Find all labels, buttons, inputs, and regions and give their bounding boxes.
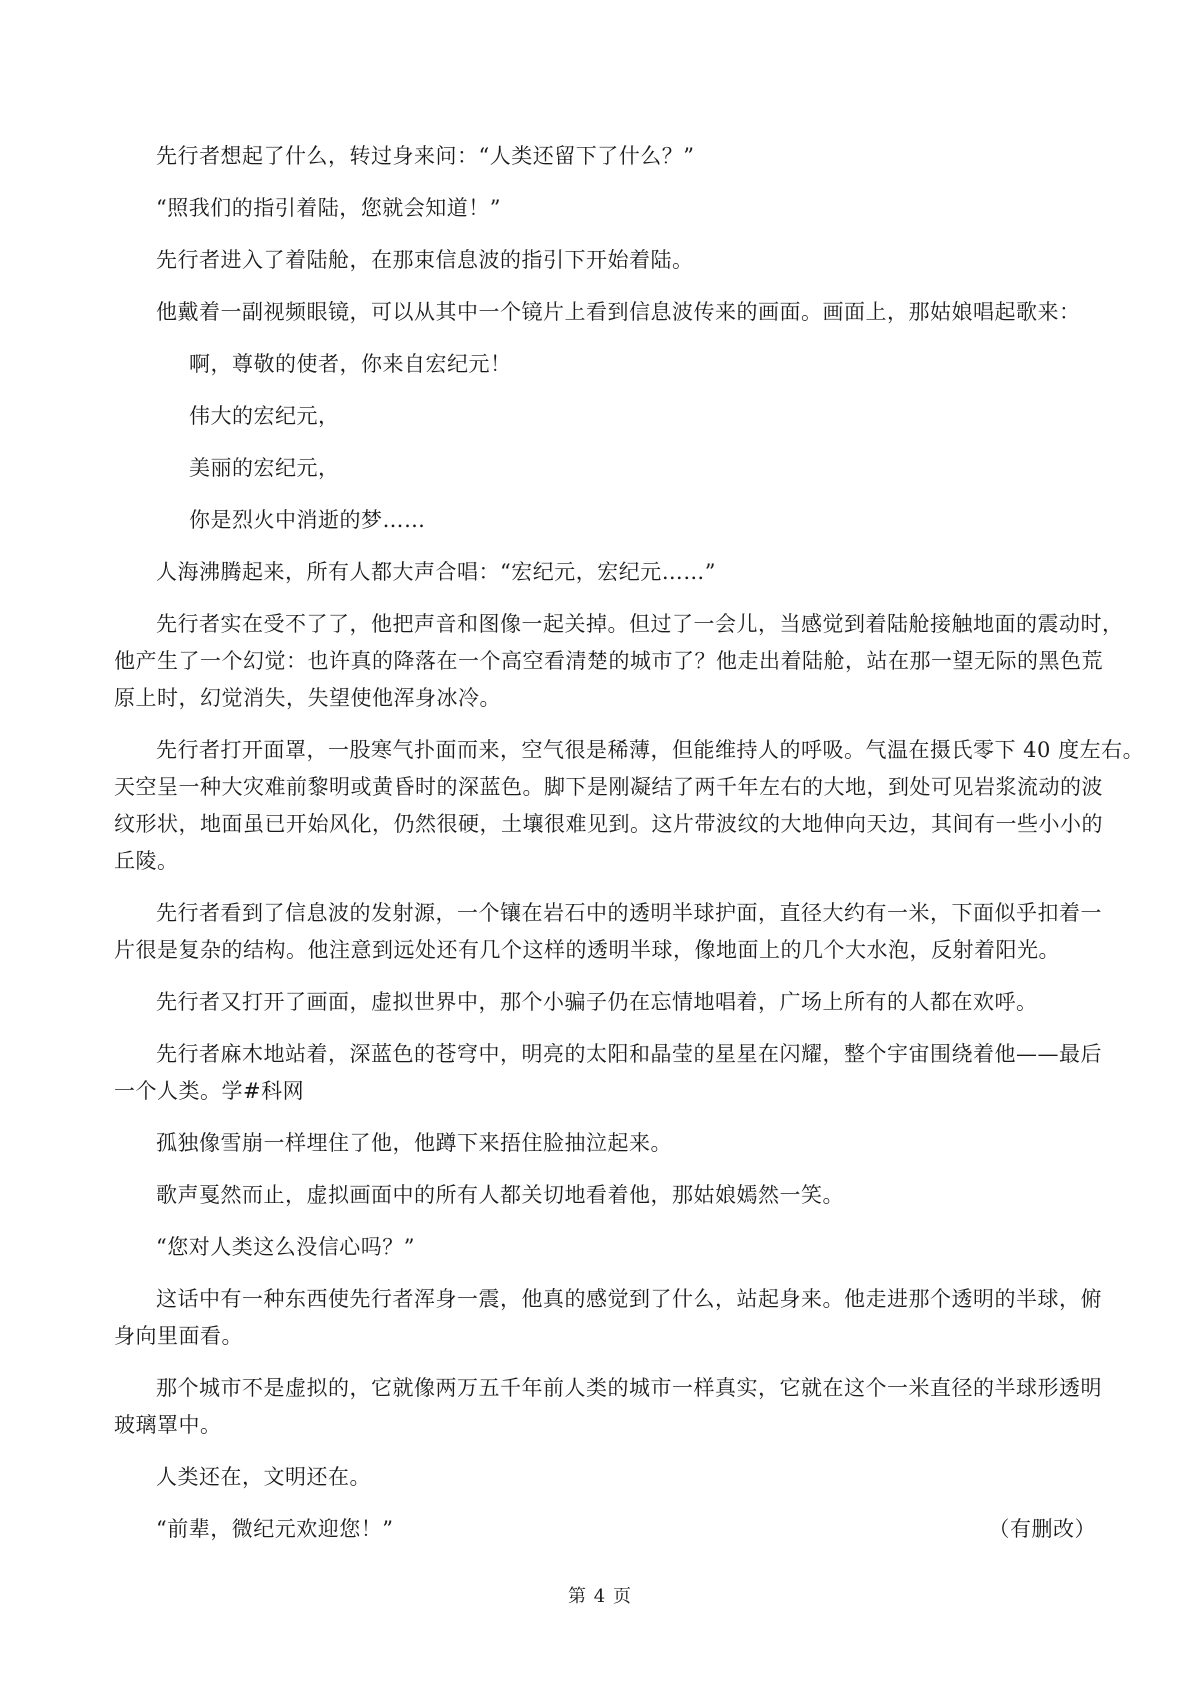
paragraph — [114, 732, 1145, 880]
paragraph-line: 天空呈一种大灾难前黎明或黄昏时的深蓝色。脚下是刚凝结了两千年左右的大地，到处可见岩浆流动的波 — [114, 775, 1103, 799]
paragraph: 人海沸腾起来，所有人都大声合唱：“宏纪元，宏纪元……” — [156, 560, 716, 584]
verse-line: 美丽的宏纪元， — [189, 456, 340, 480]
paragraph-line: 那个城市不是虚拟的，它就像两万五千年前人类的城市一样真实，它就在这个一米直径的半球形透明 — [156, 1376, 1102, 1400]
paragraph: 人类还在，文明还在。 — [156, 1465, 371, 1489]
paragraph: 他戴着一副视频眼镜，可以从其中一个镜片上看到信息波传来的画面。画面上，那姑娘唱起歌来： — [156, 300, 1081, 324]
paragraph-line: 身向里面看。 — [114, 1324, 243, 1348]
paragraph — [114, 1036, 1102, 1110]
paragraph-line: 先行者麻木地站着，深蓝色的苍穹中，明亮的太阳和晶莹的星星在闪耀，整个宇宙围绕着他——最后 — [156, 1042, 1102, 1066]
closing-line — [114, 1511, 1096, 1548]
verse-line: 你是烈火中消逝的梦…… — [189, 508, 426, 532]
paragraph-line: 片很是复杂的结构。他注意到远处还有几个这样的透明半球，像地面上的几个大水泡，反射着阳光。 — [114, 938, 1060, 962]
paragraph: 孤独像雪崩一样埋住了他，他蹲下来捂住脸抽泣起来。 — [156, 1131, 672, 1155]
closing-quote: “前辈，微纪元欢迎您！” — [156, 1517, 394, 1541]
verse-line: 啊，尊敬的使者，你来自宏纪元！ — [189, 352, 512, 376]
paragraph — [114, 1370, 1102, 1444]
paragraph: 歌声戛然而止，虚拟画面中的所有人都关切地看着他，那姑娘嫣然一笑。 — [156, 1183, 844, 1207]
paragraph-line: 纹形状，地面虽已开始风化，仍然很硬，土壤很难见到。这片带波纹的大地伸向天边，其间有一些小小的 — [114, 812, 1103, 836]
edit-note: （有删改） — [988, 1517, 1096, 1541]
document-body — [114, 138, 1145, 1563]
paragraph: 先行者想起了什么，转过身来问：“人类还留下了什么？” — [156, 144, 695, 168]
verse-line: 伟大的宏纪元， — [189, 404, 340, 428]
paragraph-line: 一个人类。学#科网 — [114, 1079, 305, 1103]
paragraph-line: 先行者看到了信息波的发射源，一个镶在岩石中的透明半球护面，直径大约有一米，下面似乎扣着一 — [156, 901, 1102, 925]
paragraph — [114, 1281, 1102, 1355]
paragraph: “您对人类这么没信心吗？” — [156, 1235, 415, 1259]
paragraph — [114, 606, 1124, 717]
paragraph: 先行者进入了着陆舱，在那束信息波的指引下开始着陆。 — [156, 248, 694, 272]
paragraph-line: 这话中有一种东西使先行者浑身一震，他真的感觉到了什么，站起身来。他走进那个透明的半球，俯 — [156, 1287, 1102, 1311]
paragraph-line: 他产生了一个幻觉：也许真的降落在一个高空看清楚的城市了？他走出着陆舱，站在那一望无际的黑色荒 — [114, 649, 1103, 673]
paragraph-line: 玻璃罩中。 — [114, 1413, 222, 1437]
paragraph-line: 原上时，幻觉消失，失望使他浑身冰冷。 — [114, 686, 501, 710]
paragraph-line: 先行者打开面罩，一股寒气扑面而来，空气很是稀薄，但能维持人的呼吸。气温在摄氏零下 40 度左右。 — [156, 738, 1145, 762]
paragraph: “照我们的指引着陆，您就会知道！” — [156, 196, 501, 220]
paragraph: 先行者又打开了画面，虚拟世界中，那个小骗子仍在忘情地唱着，广场上所有的人都在欢呼。 — [156, 990, 1038, 1014]
page-number: 第 4 页 — [568, 1586, 632, 1607]
paragraph-line: 丘陵。 — [114, 849, 179, 873]
paragraph-line: 先行者实在受不了了，他把声音和图像一起关掉。但过了一会儿，当感觉到着陆舱接触地面的震动时， — [156, 612, 1124, 636]
paragraph — [114, 895, 1102, 969]
